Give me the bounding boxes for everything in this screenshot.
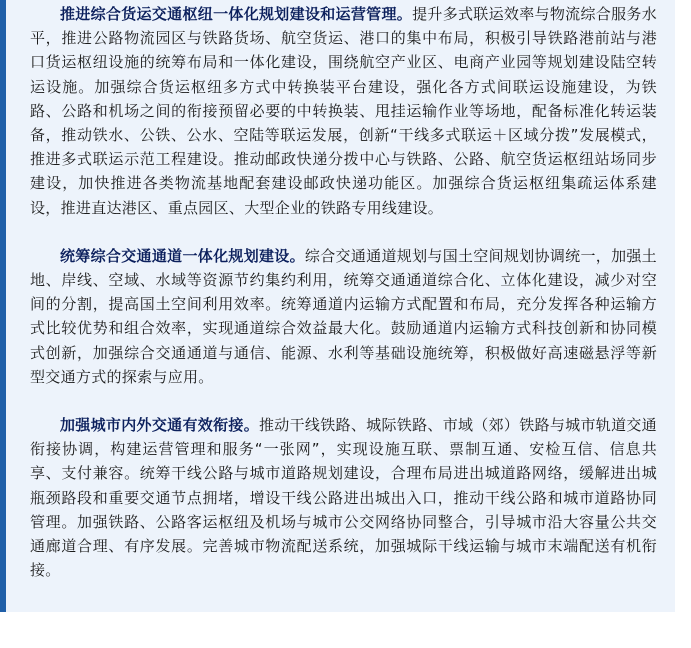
paragraph-body: 提升多式联运效率与物流综合服务水平，推进公路物流园区与铁路货场、航空货运、港口的集中布局，积极引导铁路港前站与港口货运枢纽设施的统筹布局和一体化建设，围绕航空产业区、电商产业园等规划建设陆空转运设施。加强综合货运枢纽多方式中转换装平台建设，强化各方式间联运设施建设，为铁路、公路和机场之间的衔接预留必要的中转换装、甩挂运输作业等场地，配备标准化转运装备，推动铁水、公铁、公水、空陆等联运发展，创新“干线多式联运＋区域分拨”发展模式，推进多式联运示范工程建设。推动邮政快递分拨中心与铁路、公路、航空货运枢纽站场同步建设，加快推进各类物流基地配套建设邮政快递功能区。加强综合货运枢纽集疏运体系建设，推进直达港区、重点园区、大型企业的铁路专用线建设。: [30, 5, 657, 217]
paragraph-lead: 推进综合货运交通枢纽一体化规划建设和运营管理。: [60, 5, 413, 23]
paragraph-transport-corridor: [30, 244, 657, 389]
paragraph-lead: 统筹综合交通通道一体化规划建设。: [60, 246, 305, 265]
paragraph-lead: 加强城市内外交通有效衔接。: [60, 416, 259, 435]
paragraph-body: 推动干线铁路、城际铁路、市域（郊）铁路与城市轨道交通衔接协调，构建运营管理和服务“一张网”，实现设施互联、票制互通、安检互信、信息共享、支付兼容。统筹干线公路与城市道路规划建设，合理布局进出城道路网络，缓解进出城瓶颈路段和重要交通节点拥堵，增设干线公路进出城出入口，推动干线公路和城市道路协同管理。加强铁路、公路客运枢纽及机场与城市公交网络协同整合，引导城市沿大容量公共交通廊道合理、有序发展。完善城市物流配送系统，加强城际干线运输与城市末端配送有机衔接。: [30, 416, 657, 580]
paragraph-freight-hub: [30, 2, 657, 220]
paragraph-body: 综合交通通道规划与国土空间规划协调统一，加强土地、岸线、空域、水域等资源节约集约利用，统筹交通通道综合化、立体化建设，减少对空间的分割，提高国土空间利用效率。统筹通道内运输方式配置和布局，充分发挥各种运输方式比较优势和组合效率，实现通道综合效益最大化。鼓励通道内运输方式科技创新和协同模式创新，加强综合交通通道与通信、能源、水利等基础设施统筹，积极做好高速磁悬浮等新型交通方式的探索与应用。: [30, 246, 657, 386]
paragraph-urban-connection: [30, 413, 657, 582]
